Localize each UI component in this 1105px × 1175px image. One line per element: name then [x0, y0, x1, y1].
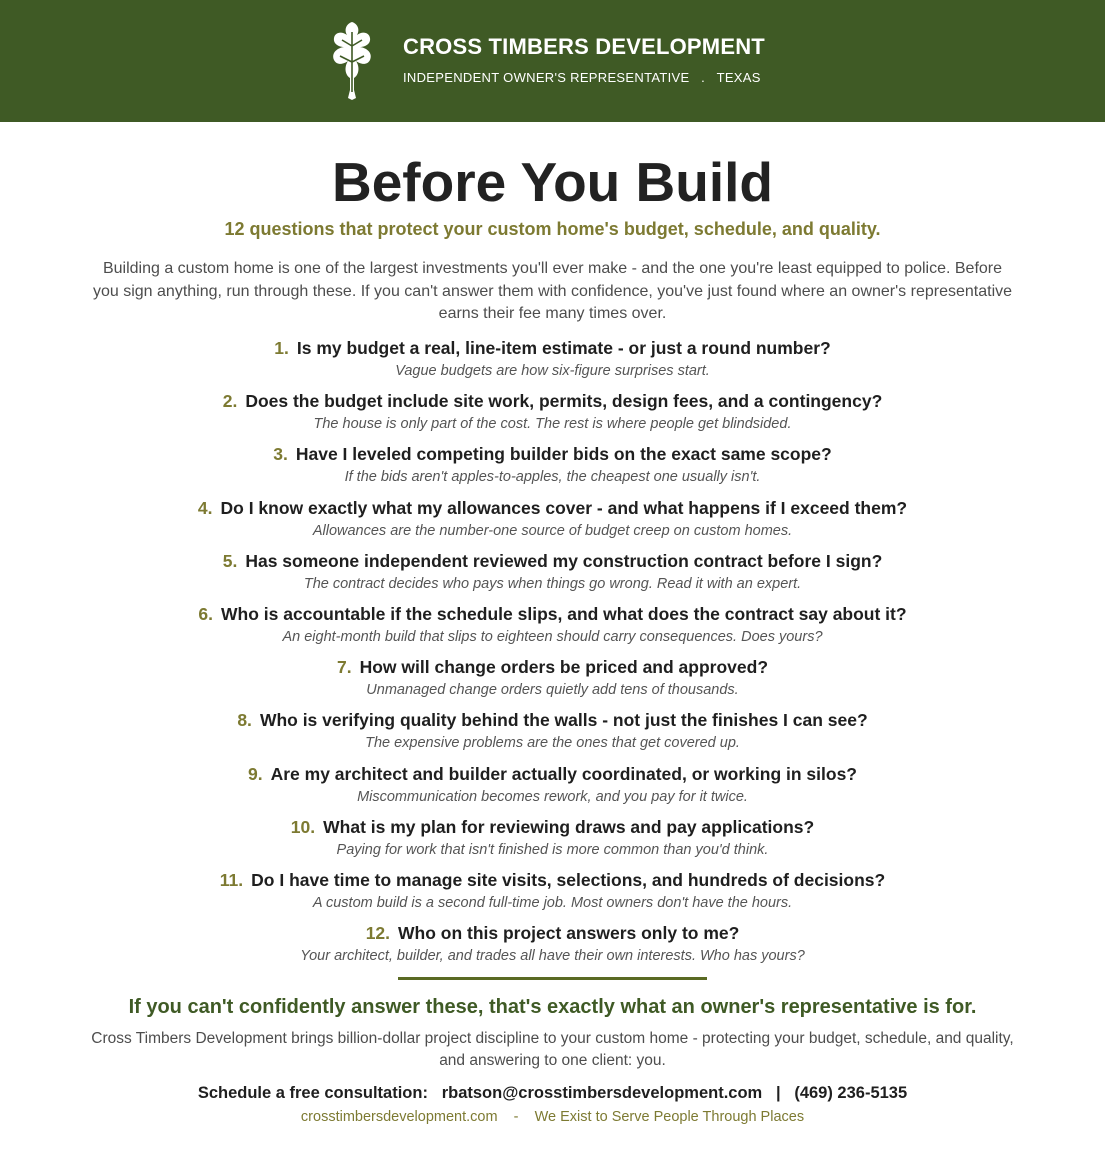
cta-headline: If you can't confidently answer these, that's exactly what an owner's representative is for.	[128, 996, 977, 1018]
question-note: The house is only part of the cost. The rest is where people get blindsided.	[313, 416, 792, 433]
question-number: 8.	[237, 710, 252, 731]
question-number: 9.	[248, 763, 263, 784]
question-text: Do I have time to manage site visits, selections, and hundreds of decisions?	[251, 869, 886, 890]
page-subtitle: 12 questions that protect your custom home's budget, schedule, and quality.	[224, 219, 881, 239]
question-item	[0, 709, 1105, 762]
question-number: 10.	[290, 816, 316, 837]
question-text: What is my plan for reviewing draws and pay applications?	[323, 816, 815, 837]
question-text: Who on this project answers only to me?	[398, 923, 740, 944]
question-number: 12.	[365, 923, 391, 944]
question-item	[0, 869, 1105, 922]
question-note: Unmanaged change orders quietly add tens of thousands.	[366, 682, 739, 699]
question-line	[0, 922, 1105, 944]
question-text: Is my budget a real, line-item estimate - or just a round number?	[296, 338, 831, 358]
question-line	[0, 390, 1105, 412]
question-number: 5.	[222, 550, 238, 571]
cta-body: Cross Timbers Development brings billion-dollar project discipline to your custom home - protecting your budget, schedule, and quality, and answering to one client: you.	[91, 1030, 1014, 1069]
question-text: How will change orders be priced and approved?	[359, 657, 769, 678]
question-line	[0, 816, 1105, 838]
question-text: Has someone independent reviewed my construction contract before I sign?	[245, 550, 883, 571]
intro-paragraph: Building a custom home is one of the largest investments you'll ever make - and the one you're least equipped to police. Before you sign anything, run through these. If you can't answer them with confidence, you've just found where an owner's representative earns their fee many times over.	[92, 260, 1013, 322]
question-note: Allowances are the number-one source of budget creep on custom homes.	[312, 522, 793, 539]
question-item	[0, 603, 1105, 656]
question-text: Do I know exactly what my allowances cover - and what happens if I exceed them?	[220, 497, 908, 518]
question-item	[0, 390, 1105, 443]
question-note: If the bids aren't apples-to-apples, the cheapest one usually isn't.	[344, 469, 761, 486]
question-item	[0, 497, 1105, 550]
question-note: Vague budgets are how six-figure surprises start.	[395, 363, 710, 379]
question-number: 2.	[222, 391, 238, 412]
brand-name: CROSS TIMBERS DEVELOPMENT	[403, 34, 765, 59]
oak-leaf-icon	[322, 18, 382, 102]
section-divider	[398, 977, 707, 980]
question-number: 4.	[197, 497, 213, 518]
question-line	[0, 869, 1105, 891]
question-item	[0, 443, 1105, 496]
header-banner	[0, 0, 1105, 122]
question-number: 6.	[198, 603, 214, 624]
question-line	[0, 656, 1105, 678]
question-note: A custom build is a second full-time job. Most owners don't have the hours.	[312, 894, 793, 911]
question-item	[0, 763, 1105, 816]
question-item	[0, 550, 1105, 603]
question-text: Have I leveled competing builder bids on the exact same scope?	[295, 444, 832, 465]
question-note: An eight-month build that slips to eighteen should carry consequences. Does yours?	[282, 628, 823, 645]
question-number: 7.	[336, 657, 352, 678]
question-line	[0, 337, 1105, 359]
question-number: 11.	[219, 869, 244, 890]
question-item	[0, 337, 1105, 390]
question-text: Does the budget include site work, permits, design fees, and a contingency?	[245, 391, 883, 412]
question-text: Who is accountable if the schedule slips, and what does the contract say about it?	[221, 603, 907, 624]
brand-tagline: INDEPENDENT OWNER'S REPRESENTATIVE . TEXAS	[403, 70, 761, 85]
question-line	[0, 550, 1105, 572]
question-line	[0, 497, 1105, 519]
footer-line: crosstimbersdevelopment.com - We Exist to Serve People Through Places	[300, 1109, 805, 1125]
question-number: 1.	[274, 338, 289, 358]
question-item	[0, 656, 1105, 709]
question-note: Miscommunication becomes rework, and you pay for it twice.	[357, 788, 748, 805]
question-line	[0, 763, 1105, 785]
question-note: The contract decides who pays when things go wrong. Read it with an expert.	[303, 575, 802, 592]
contact-line: Schedule a free consultation: rbatson@crosstimbersdevelopment.com | (469) 236-5135	[197, 1084, 908, 1102]
question-line	[0, 603, 1105, 625]
page-title: Before You Build	[331, 151, 774, 213]
question-line	[0, 709, 1105, 731]
question-item	[0, 922, 1105, 975]
question-list	[0, 337, 1105, 975]
question-line	[0, 443, 1105, 465]
question-text: Who is verifying quality behind the walls - not just the finishes I can see?	[259, 710, 868, 731]
question-note: Paying for work that isn't finished is more common than you'd think.	[336, 841, 769, 858]
question-note: Your architect, builder, and trades all have their own interests. Who has yours?	[300, 948, 805, 965]
question-text: Are my architect and builder actually coordinated, or working in silos?	[270, 763, 857, 784]
question-note: The expensive problems are the ones that get covered up.	[365, 735, 740, 752]
question-item	[0, 816, 1105, 869]
question-number: 3.	[273, 444, 288, 465]
